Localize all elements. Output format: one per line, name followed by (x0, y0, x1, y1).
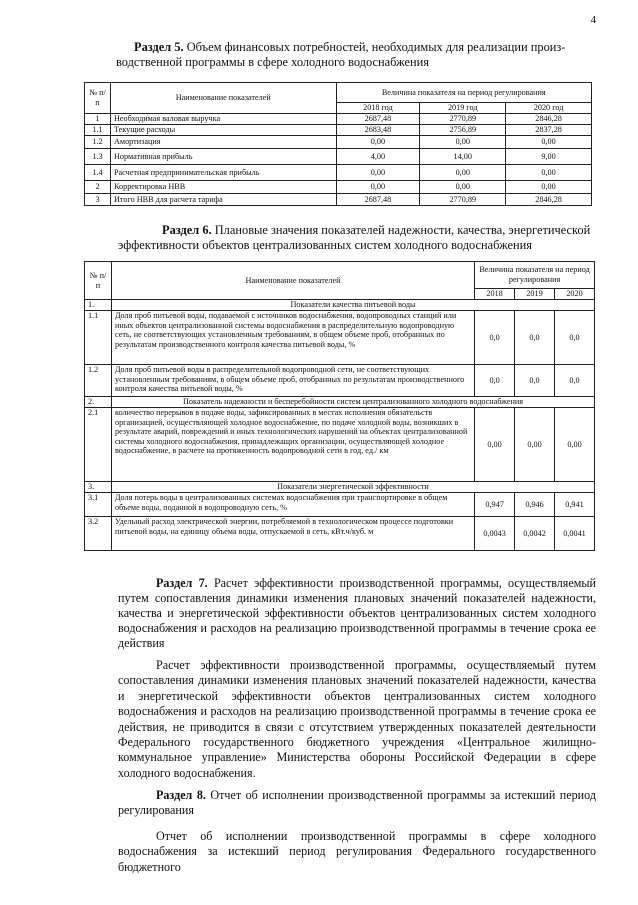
t6-row-value: 0,0 (555, 365, 595, 397)
t6-row-value: 0,947 (475, 493, 515, 517)
section8-label: Раздел 8. (156, 788, 206, 802)
t6-row-value: 0,946 (515, 493, 555, 517)
financial-needs-table (84, 82, 592, 206)
t6-row-value: 0,0 (475, 365, 515, 397)
t5-row-num: 1.3 (85, 149, 111, 165)
t6-row-name: количество перерывов в подаче воды, зафиксированных в местах исполнения обязательств организацией, осуществляющей холодное водоснабжение, по подаче холодной воды, возникших в результате аварий, повреждений и иных технологических нарушений на объектах централизованной системы холодного водоснабжения, принадлежащих организации, осуществляющей холодное водоснабжение, в расчете на протяженность водопроводной сети в год, ед./ км (111, 408, 474, 482)
t5-row-num: 1.2 (85, 136, 111, 149)
t6-row-num: 1.1 (85, 311, 112, 365)
t5-row-value: 14,00 (420, 149, 506, 165)
t6-row-name: Доля потерь воды в централизованных системах водоснабжения при транспортировке в общем объеме воды, поданной в водопроводную сеть, % (111, 493, 474, 517)
t6-row-name: Доля проб питьевой воды в распределительной водопроводной сети, не соответствующих установленным требованиям, в общем объеме проб, отобранных по результатам производственного контроля качества питьевой воды, % (111, 365, 474, 397)
section8-heading (118, 788, 596, 819)
t5-year: 2020 год (506, 103, 592, 114)
t6-row-num: 2.1 (85, 408, 112, 482)
t6-header-group: Величина показателя на период регулирования (475, 262, 595, 289)
section7-title: Расчет эффективности производственной программы, осуществляемый путем сопоставления динамики изменения плановых значений показателей надежности, качества и энергетической эффективности объектов централизованных систем холодного водоснабжения и расходов на реализацию производственной программы в течение срока ее действия (118, 576, 596, 650)
t6-row-num: 3.1 (85, 493, 112, 517)
section6-title-line1: Плановые значения показателей надежности, качества, энергетической (211, 223, 591, 237)
t5-row-name: Итого НВВ для расчета тарифа (110, 194, 336, 206)
section7-heading (118, 576, 596, 651)
t6-row (85, 311, 595, 365)
t6-group-title: Показатели качества питьевой воды (111, 300, 594, 311)
t5-row-value: 2756,89 (420, 125, 506, 136)
page-number: 4 (590, 14, 596, 26)
t6-group-title: Показатель надежности и бесперебойности систем централизованного холодного водоснабжения (111, 397, 594, 408)
t6-row (85, 365, 595, 397)
section6-label: Раздел 6. (162, 223, 212, 237)
t5-row-name: Необходимая валовая выручка (110, 114, 336, 125)
t6-row-value: 0,0041 (555, 517, 595, 551)
t5-row-value: 2770,89 (420, 114, 506, 125)
t5-row-value: 2687,48 (336, 194, 420, 206)
t6-row-value: 0,0042 (515, 517, 555, 551)
t6-row-value: 0,0 (515, 311, 555, 365)
t6-row-value: 0,00 (555, 408, 595, 482)
t6-row-value: 0,00 (475, 408, 515, 482)
t6-year: 2019 (515, 289, 555, 300)
t5-row-value: 0,00 (336, 136, 420, 149)
section6-title-line2: эффективности объектов централизованных систем холодного водоснабжения (118, 238, 532, 252)
t5-row-value: 2837,28 (506, 125, 592, 136)
section5-title-line1: Объем финансовых потребностей, необходимых для реализации произ- (183, 40, 566, 54)
t6-row-num: 1.2 (85, 365, 112, 397)
t6-header-name: Наименование показателей (111, 262, 474, 300)
t5-row-name: Текущие расходы (110, 125, 336, 136)
t5-row-value: 2770,89 (420, 194, 506, 206)
t6-year: 2020 (555, 289, 595, 300)
t5-row-value: 0,00 (506, 181, 592, 194)
section8-body: Отчет об исполнении производственной программы в сфере холодного водоснабжения за истекший период регулирования Федерального государственного бюджетного (118, 829, 596, 874)
t5-row-value: 2687,48 (336, 114, 420, 125)
t5-row-value: 0,00 (420, 165, 506, 181)
t5-row (85, 114, 592, 125)
t5-row-value: 2846,28 (506, 194, 592, 206)
t6-row-value: 0,00 (515, 408, 555, 482)
t5-row-name: Расчетная предпринимательская прибыль (110, 165, 336, 181)
section5-heading (116, 40, 592, 70)
t6-row-name: Доля проб питьевой воды, подаваемой с источников водоснабжения, водопроводных станций или иных объектов централизованной системы водоснабжения в распределительную водопроводную сеть, не соответствующих установленным требованиям, в общем объеме проб, отобранных по результатам производственного контроля качества питьевой воды, % (111, 311, 474, 365)
t6-group-num: 1. (85, 300, 112, 311)
t6-group-num: 2. (85, 397, 112, 408)
t6-header-num: № п/п (85, 262, 112, 300)
section6-heading (118, 223, 596, 253)
t5-row-value: 2846,28 (506, 114, 592, 125)
t5-row-value: 9,00 (506, 149, 592, 165)
t5-row-value: 0,00 (506, 136, 592, 149)
t5-row-value: 2683,48 (336, 125, 420, 136)
t6-row-value: 0,0 (515, 365, 555, 397)
t6-row-value: 0,0 (555, 311, 595, 365)
t5-row-num: 1.1 (85, 125, 111, 136)
t5-row-num: 1 (85, 114, 111, 125)
t5-header-group: Величина показателя на период регулирования (336, 83, 592, 103)
t5-row-num: 3 (85, 194, 111, 206)
t5-row-num: 2 (85, 181, 111, 194)
t5-row-value: 0,00 (420, 181, 506, 194)
t5-row (85, 125, 592, 136)
section5-title-line2: водственной программы в сфере холодного водоснабжения (116, 55, 429, 69)
t6-row (85, 408, 595, 482)
t6-group-num: 3. (85, 482, 112, 493)
t5-row-value: 0,00 (336, 181, 420, 194)
t6-row-num: 3.2 (85, 517, 112, 551)
t5-row-value: 0,00 (420, 136, 506, 149)
t6-group-row (85, 482, 595, 493)
t5-row-name: Амортизация (110, 136, 336, 149)
reliability-indicators-table (84, 261, 595, 551)
t5-row-value: 0,00 (506, 165, 592, 181)
t6-group-row (85, 397, 595, 408)
t6-row (85, 493, 595, 517)
t6-row-value: 0,0 (475, 311, 515, 365)
t6-group-row (85, 300, 595, 311)
t5-row-value: 0,00 (336, 165, 420, 181)
t6-row-name: Удельный расход электрической энергии, потребляемой в технологическом процессе подготовки питьевой воды, на единицу объема воды, отпускаемой в сеть, кВт.ч/куб. м (111, 517, 474, 551)
section5-label: Раздел 5. (134, 40, 184, 54)
t5-row-num: 1.4 (85, 165, 111, 181)
t5-header-name: Наименование показателей (110, 83, 336, 114)
t6-row-value: 0,941 (555, 493, 595, 517)
t6-year: 2018 (475, 289, 515, 300)
t5-year: 2018 год (336, 103, 420, 114)
t5-row (85, 165, 592, 181)
section7-body: Расчет эффективности производственной программы, осуществляемый путем сопоставления динамики изменения плановых значений показателей надежности, качества и энергетической эффективности объектов централизованных систем холодного водоснабжения и расходов на реализацию производственной программы в течение срока ее действия, не приводится в связи с отсутствием утвержденных показателей деятельности Федерального государственного бюджетного учреждения «Центральное жилищно-коммунальное управление» Министерства обороны Российской Федерации в сфере холодного водоснабжения. (118, 658, 596, 780)
t5-row (85, 181, 592, 194)
t5-row (85, 194, 592, 206)
t6-group-title: Показатели энергетической эффективности (111, 482, 594, 493)
t5-row-name: Нормативная прибыль (110, 149, 336, 165)
t5-header-num: № п/п (85, 83, 111, 114)
t5-row-name: Корректировка НВВ (110, 181, 336, 194)
t5-row (85, 136, 592, 149)
t5-row (85, 149, 592, 165)
t5-year: 2019 год (420, 103, 506, 114)
t6-row-value: 0,0043 (475, 517, 515, 551)
t6-row (85, 517, 595, 551)
section8-title: Отчет об исполнении производственной программы за истекший период регулирования (118, 788, 596, 818)
section7-label: Раздел 7. (156, 576, 208, 590)
t5-row-value: 4,00 (336, 149, 420, 165)
